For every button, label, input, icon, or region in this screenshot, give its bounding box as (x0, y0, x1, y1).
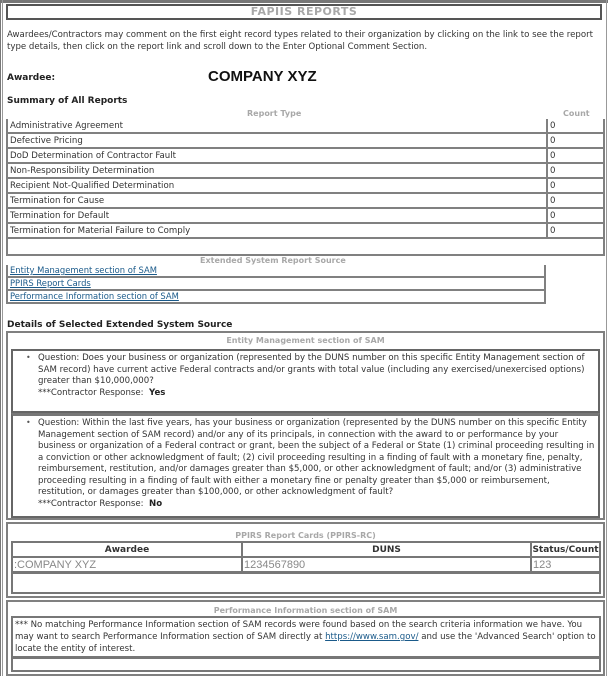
extended-link-row (8, 278, 544, 291)
response-value: No (149, 498, 163, 509)
page-title-text: FAPIIS REPORTS (250, 5, 358, 18)
page-title (6, 4, 602, 20)
table-row[interactable] (6, 179, 605, 194)
contractor-response (38, 499, 162, 509)
response-label: ***Contractor Response: (38, 498, 144, 509)
response-value: Yes (149, 387, 166, 398)
report-type-label: DoD Determination of Contractor Fault (10, 151, 176, 161)
count-column-header: Count (563, 109, 590, 118)
ppirs-col-status-count: Status/Count (532, 543, 599, 558)
performance-header: Performance Information section of SAM (213, 606, 398, 615)
entity-management-header: Entity Management section of SAM (226, 336, 385, 345)
report-count: 0 (546, 194, 555, 207)
awardee-label: Awardee: (7, 73, 56, 83)
report-type-column-header: Report Type (247, 109, 302, 118)
bullet-icon: • (26, 418, 31, 427)
report-count: 0 (546, 149, 555, 162)
performance-section (6, 600, 605, 676)
ppirs-status-count-value: 123 (532, 558, 599, 574)
summary-title: Summary of All Reports (7, 96, 128, 106)
summary-table-blank-row (6, 239, 605, 256)
table-row[interactable] (6, 134, 605, 149)
question-box (11, 413, 600, 518)
ppirs-col-awardee: Awardee (13, 543, 243, 558)
response-label: ***Contractor Response: (38, 387, 144, 398)
performance-text-before: *** No matching Performance Information section of SAM records were found based on the search criteria information we have. You may want to search Performance Information section of SAM directly at (15, 620, 583, 642)
link-ppirs-report-cards[interactable]: PPIRS Report Cards (10, 278, 91, 288)
table-row[interactable] (6, 149, 605, 164)
report-type-label: Termination for Default (10, 211, 110, 221)
ppirs-table (11, 541, 601, 594)
ppirs-col-duns: DUNS (243, 543, 532, 558)
ppirs-awardee-value: :COMPANY XYZ (13, 558, 243, 574)
table-row[interactable] (6, 119, 605, 134)
table-row[interactable] (6, 209, 605, 224)
question-text: Question: Within the last five years, has your business or organization (represented by the DUNS number on this specific Entity Management section of SAM record) and/or any of its principals, in connection with the award to or performance by your business or organization of a Federal contract or grant, been the subject of a Federal or State (1) criminal proceeding resulting in a conviction or other acknowledgment of fault; (2) civil proceeding resulting in a finding of fault with a monetary fine, penalty, reimbursement, restitution, and/or damages greater than $5,000, or other acknowledgment of fault; and/or (3) administrative proceeding resulting in a finding of fault with either a monetary fine or penalty greater than $5,000 or reimbursement, restitution, or damages greater than $100,000, or other acknowledgment of fault? (38, 418, 595, 497)
ppirs-blank-row (13, 575, 599, 592)
performance-message (15, 619, 599, 655)
awardee-value: COMPANY XYZ (208, 68, 317, 85)
window-left-border (0, 0, 3, 676)
details-section (6, 331, 605, 520)
question-block (38, 353, 598, 399)
performance-message-box (11, 616, 601, 672)
report-type-label: Administrative Agreement (10, 121, 124, 131)
report-type-label: Termination for Material Failure to Comply (10, 226, 191, 236)
details-title: Details of Selected Extended System Source (7, 320, 233, 330)
table-row[interactable] (6, 224, 605, 239)
contractor-response (38, 388, 165, 398)
ppirs-section (6, 522, 605, 598)
question-text: Question: Does your business or organization (represented by the DUNS number on this specific Entity Management section of SAM record) have current active Federal contracts and/or grants with total value (including any exercised/unexercised options) greater than $10,000,000? (38, 353, 585, 386)
extended-link-row (8, 265, 544, 278)
intro-text: Awardees/Contractors may comment on the first eight record types related to their organization by clicking on the link to see the report type details, then click on the report link and scroll down to the Enter Optional Comment Section. (7, 30, 593, 52)
report-count: 0 (546, 119, 555, 132)
report-count: 0 (546, 224, 555, 237)
report-count: 0 (546, 179, 555, 192)
link-entity-management[interactable]: Entity Management section of SAM (10, 265, 157, 275)
ppirs-header: PPIRS Report Cards (PPIRS-RC) (235, 531, 376, 540)
divider (13, 656, 599, 659)
summary-table (6, 119, 605, 256)
report-count: 0 (546, 209, 555, 222)
extended-link-row (8, 291, 544, 304)
table-row[interactable] (6, 194, 605, 209)
report-type-label: Recipient Not-Qualified Determination (10, 181, 175, 191)
report-type-label: Non-Responsibility Determination (10, 166, 155, 176)
extended-source-header: Extended System Report Source (200, 256, 346, 265)
report-count: 0 (546, 134, 555, 147)
ppirs-duns-value: 1234567890 (243, 558, 532, 574)
bullet-icon: • (26, 353, 31, 362)
window-top-border (0, 0, 608, 3)
table-row[interactable] (6, 164, 605, 179)
report-type-label: Termination for Cause (10, 196, 105, 206)
question-block (38, 418, 598, 510)
report-type-label: Defective Pricing (10, 136, 83, 146)
link-performance-information[interactable]: Performance Information section of SAM (10, 291, 179, 301)
question-box (11, 349, 600, 413)
report-count: 0 (546, 164, 555, 177)
performance-text-after: and use the 'Advanced Search' option to locate the entity of interest. (15, 632, 596, 654)
sam-gov-link[interactable]: https://www.sam.gov/ (325, 632, 419, 642)
extended-source-links (6, 265, 546, 304)
